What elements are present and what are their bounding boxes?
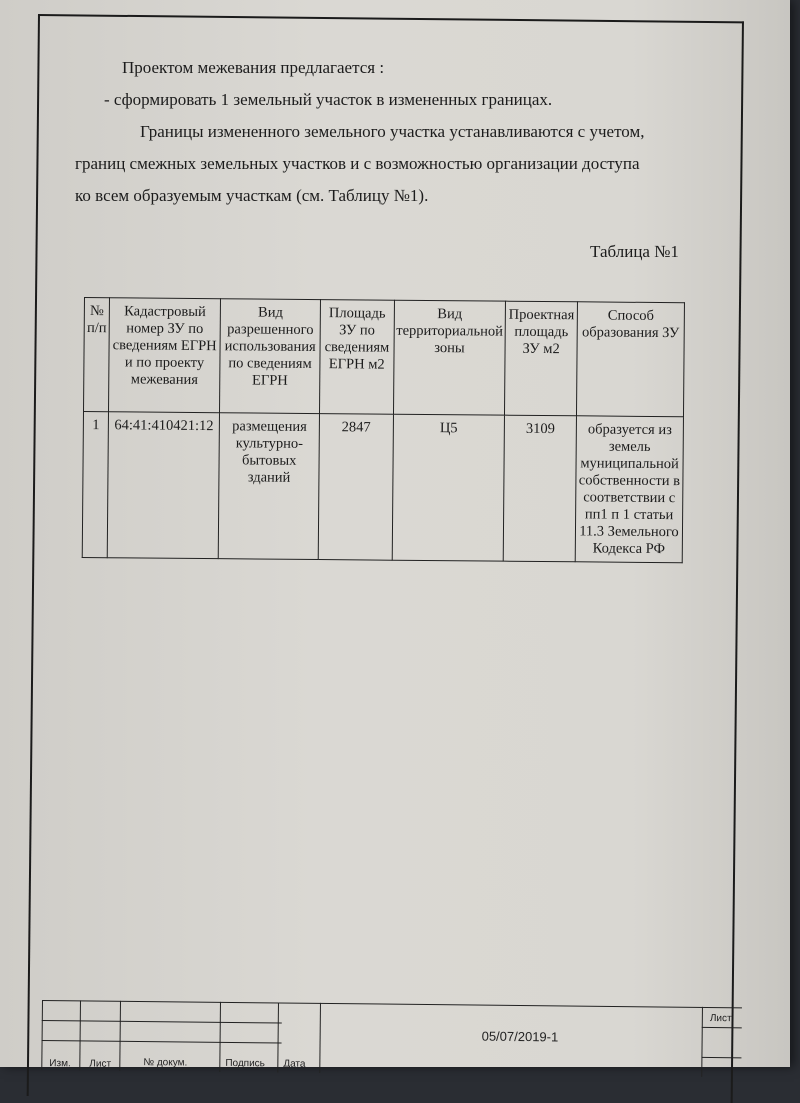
header-method: Способ образования ЗУ bbox=[577, 302, 685, 417]
stamp-col-date: Дата bbox=[283, 1058, 306, 1070]
cell-use: размещения культурно-бытовых зданий bbox=[218, 413, 319, 560]
table-caption: Таблица №1 bbox=[590, 242, 679, 261]
stamp-col-docnum: № докум. bbox=[143, 1057, 188, 1069]
parcel-table bbox=[82, 297, 685, 563]
title-block bbox=[41, 1000, 742, 1077]
header-num: № п/п bbox=[84, 298, 110, 412]
header-proj-area: Проектная площадь ЗУ м2 bbox=[505, 301, 578, 416]
stamp-col-sign: Подпись bbox=[225, 1057, 265, 1070]
cell-method: образуется из земель муниципальной собственности в соответствии с пп1 п 1 статьи 11.3 Земельного Кодекса РФ bbox=[575, 416, 683, 563]
header-use: Вид разрешенного использования по сведениям ЕГРН bbox=[220, 299, 321, 414]
cell-num: 1 bbox=[82, 412, 108, 558]
paragraph-line-1: Границы измененного земельного участка устанавливаются с учетом, bbox=[140, 122, 645, 141]
table-header-row bbox=[84, 298, 685, 417]
intro-line: Проектом межевания предлагается : bbox=[122, 58, 385, 77]
stamp-col-izm: Изм. bbox=[49, 1058, 71, 1070]
header-zone: Вид территориальной зоны bbox=[393, 300, 506, 415]
bullet-line: - сформировать 1 земельный участок в измененных границах. bbox=[104, 90, 553, 109]
stamp-sheet-label: Лист bbox=[709, 1012, 732, 1025]
cell-cadastral: 64:41:410421:12 bbox=[107, 412, 219, 559]
paragraph-line-3: ко всем образуемым участкам (см. Таблицу №1). bbox=[75, 186, 429, 205]
header-area: Площадь ЗУ по сведениям ЕГРН м2 bbox=[320, 300, 394, 415]
stamp-doc-code: 05/07/2019-1 bbox=[481, 1028, 559, 1045]
cell-area: 2847 bbox=[318, 414, 393, 561]
cell-zone: Ц5 bbox=[392, 414, 505, 561]
stamp-col-list: Лист bbox=[89, 1058, 112, 1070]
paragraph-line-2: границ смежных земельных участков и с возможностью организации доступа bbox=[75, 154, 640, 173]
table-row bbox=[82, 412, 683, 563]
cell-proj-area: 3109 bbox=[503, 415, 576, 562]
header-cadastral: Кадастровый номер ЗУ по сведениям ЕГРН и по проекту межевания bbox=[109, 298, 221, 413]
